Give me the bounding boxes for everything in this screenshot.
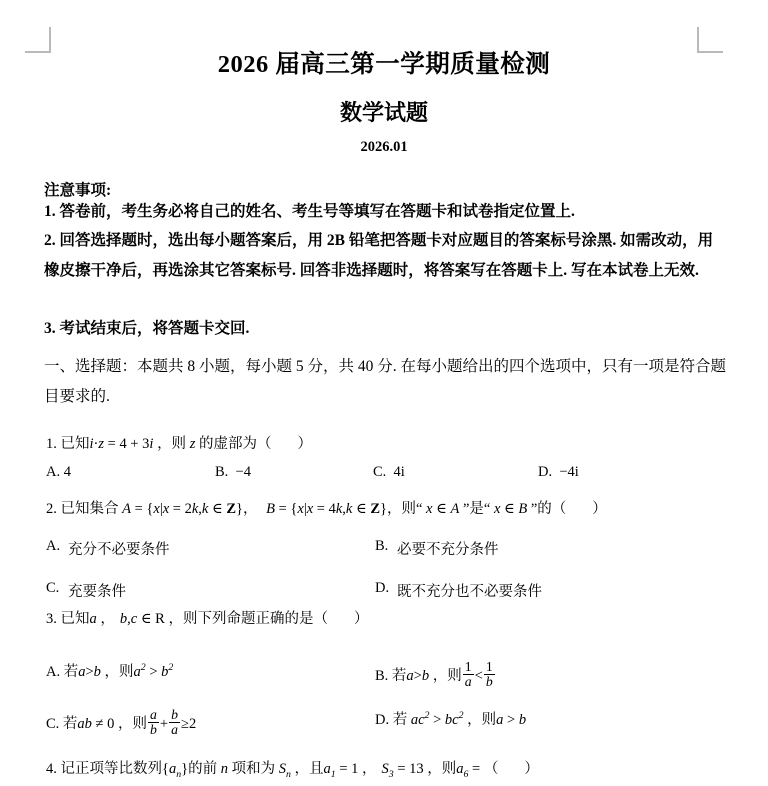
notice-item-1: 1. 答卷前，考生务必将自己的姓名、考生号等填写在答题卡和试卷指定位置上.: [44, 203, 575, 220]
option-1-d[interactable]: D. −4i: [538, 464, 579, 480]
option-2-d[interactable]: D.: [375, 580, 390, 596]
option-1-b[interactable]: B. −4: [215, 464, 251, 480]
option-2-b[interactable]: B.: [375, 538, 389, 554]
question-1-options: [46, 464, 736, 486]
option-1-c[interactable]: C. 4i: [373, 464, 405, 480]
option-2-a[interactable]: A.: [46, 538, 61, 554]
question-4-stem: 4. 记正项等比数列$\{a_n\}$的前 n 项和为 $S_n$ ，且$a_1 = 1$ ， $S_3 = 13$ ，则$a_6$ = （ ）: [46, 761, 539, 780]
document-subtitle: 数学试题: [339, 100, 428, 125]
option-2-b-text[interactable]: 必要不充分条件: [397, 542, 499, 558]
option-3-a[interactable]: A. 若a>b ，则$a^2 > b^2$: [46, 662, 174, 680]
question-2-stem: 2. 已知集合 A = {x|x = 2k,k ∈ Z}， B = {x|x = 4k,k ∈ Z}，则“ x ∈ A ”是“ x ∈ B ”的（ ）: [46, 501, 607, 517]
option-2-d-text[interactable]: 既不充分也不必要条件: [397, 584, 542, 600]
question-3-options: [46, 660, 736, 752]
notice-heading: 注意事项:: [44, 182, 112, 199]
question-3-stem: 3. 已知a ， b,c ∈ R ，则下列命题正确的是（ ）: [46, 611, 369, 627]
notice-item-2: 2. 回答选择题时，选出每小题答案后，用 2B 铅笔把答题卡对应题目的答案标号涂黑. 如需改动，用橡皮擦干净后，再选涂其它答案标号. 回答非选择题时，将答案写在答题卡上. 写在本试卷上无效.: [44, 232, 714, 279]
option-3-d[interactable]: D. 若 $ac^2 > bc^2$ ，则a > b: [375, 710, 527, 728]
option-1-a[interactable]: A. 4: [46, 464, 71, 480]
option-3-c[interactable]: C. 若ab ≠ 0 ，则 $\frac{a}{b}$ + $\frac{b}{a}$ ≥2: [46, 707, 197, 738]
document-date: 2026.01: [360, 139, 408, 155]
question-2-options: [46, 538, 736, 608]
question-1-stem: 1. 已知i·z = 4 + 3i ，则 z 的虚部为（ ）: [46, 436, 312, 452]
section-heading-choice: 一、选择题：本题共 8 小题，每小题 5 分，共 40 分. 在每小题给出的四个选项中，只有一项是符合题目要求的.: [44, 358, 727, 405]
notice-item-3: 3. 考试结束后，将答题卡交回.: [44, 320, 250, 337]
document-title: 2026 届高三第一学期质量检测: [217, 51, 551, 78]
option-2-c-text[interactable]: 充要条件: [68, 584, 126, 600]
option-2-a-text[interactable]: 充分不必要条件: [68, 542, 170, 558]
option-2-c[interactable]: C.: [46, 580, 60, 596]
option-3-b[interactable]: B. 若a>b ，则 $\frac{1}{a}$ < $\frac{1}{b}$: [375, 659, 493, 690]
